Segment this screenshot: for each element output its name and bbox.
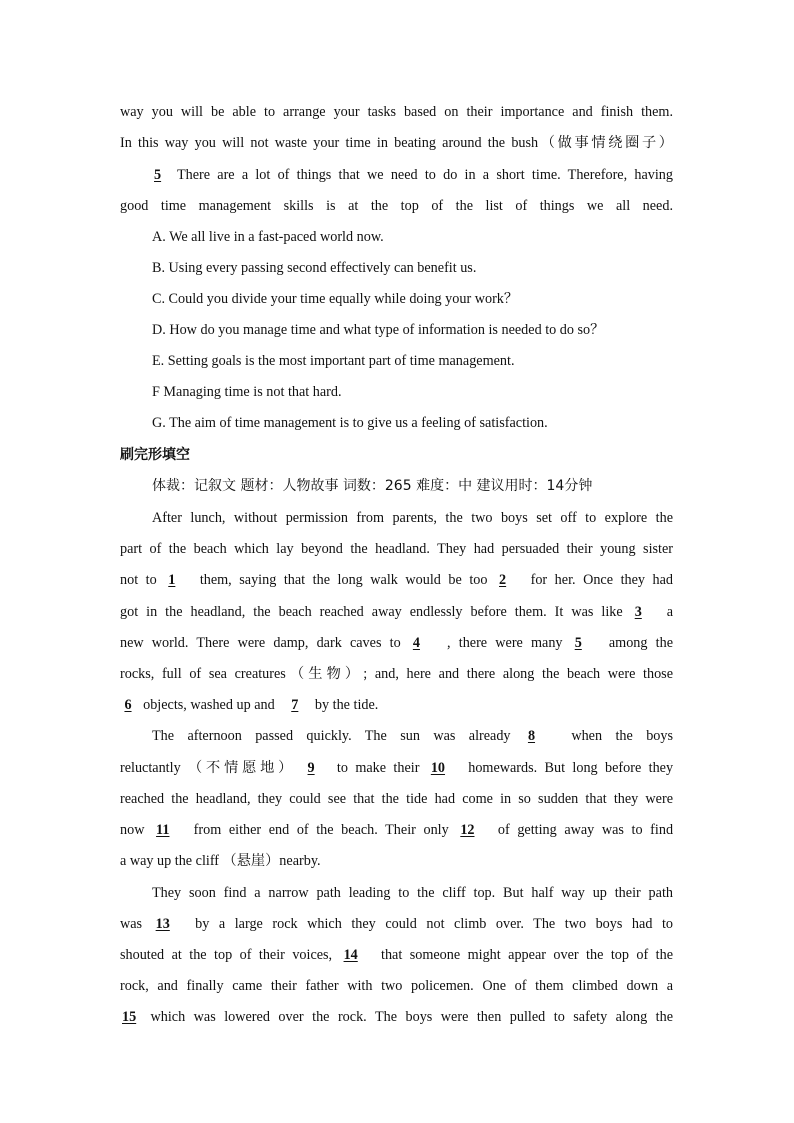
text-seg: The afternoon passed quickly. The sun was already xyxy=(152,728,511,744)
option-a: A. We all live in a fast-paced world now. xyxy=(152,229,384,245)
reading-line-3: good time management skills is at the top of the list of things we all need. xyxy=(120,198,673,214)
option-e: E. Setting goals is the most important part of time management. xyxy=(152,353,515,369)
section-meta: 体裁：记叙文 题材：人物故事 词数：265 难度：中 建议用时：14分钟 xyxy=(152,478,593,494)
blank-8[interactable]: 8 xyxy=(527,728,536,744)
text-seg: to make their xyxy=(336,760,420,776)
section-heading: 刷完形填空 xyxy=(120,447,190,463)
cloze-line-11 xyxy=(120,821,673,839)
blank-10[interactable]: 10 xyxy=(430,760,446,776)
option-c: C. Could you divide your time equally while doing your work？ xyxy=(152,291,519,307)
blank-2[interactable]: 2 xyxy=(499,572,507,588)
text-seg: which was lowered over the rock. The boys were then pulled to safety along the xyxy=(150,1009,674,1025)
text-seg: new world. There were damp, dark caves to xyxy=(120,635,401,651)
text-seg: not to xyxy=(120,572,157,588)
cloze-line-13: They soon find a narrow path leading to the cliff top. But half way up their path xyxy=(152,885,673,901)
cloze-line-6: rocks, full of sea creatures（生物）; and, here and there along the beach were those xyxy=(120,666,673,682)
text-seg: from either end of the beach. Their only xyxy=(193,822,449,838)
cloze-line-3 xyxy=(120,571,673,589)
blank-5-cloze[interactable]: 5 xyxy=(574,635,582,651)
blank-15[interactable]: 15 xyxy=(122,1009,137,1025)
cloze-line-1: After lunch, without permission from parents, the two boys set off to explore the xyxy=(152,510,673,526)
question-5-text: There are a lot of things that we need to do in a short time. Therefore, having xyxy=(170,167,673,183)
blank-12[interactable]: 12 xyxy=(460,822,475,838)
blank-7[interactable]: 7 xyxy=(291,697,299,713)
blank-14[interactable]: 14 xyxy=(343,947,358,963)
text-seg: homewards. But long before they xyxy=(468,760,674,776)
cloze-line-15 xyxy=(120,946,673,964)
blank-1[interactable]: 1 xyxy=(168,572,176,588)
text-seg: of getting away was to find xyxy=(497,822,674,838)
reading-line-1: way you will be able to arrange your tasks based on their importance and finish them. xyxy=(120,104,673,120)
text-seg: shouted at the top of their voices, xyxy=(120,947,333,963)
cloze-line-8 xyxy=(152,727,673,745)
blank-13[interactable]: 13 xyxy=(155,916,170,932)
cloze-line-5 xyxy=(120,634,673,652)
question-5 xyxy=(152,166,673,184)
blank-9[interactable]: 9 xyxy=(307,760,315,776)
blank-4[interactable]: 4 xyxy=(412,635,420,651)
blank-3[interactable]: 3 xyxy=(634,604,642,620)
text-seg: by a large rock which they could not climb over. The two boys had to xyxy=(195,916,673,932)
text-seg: by the tide. xyxy=(314,697,379,713)
cloze-line-7 xyxy=(120,696,673,714)
option-f: F Managing time is not that hard. xyxy=(152,384,342,400)
text-seg: was xyxy=(120,916,143,932)
text-seg: got in the headland, the beach reached away endlessly before them. It was like xyxy=(120,604,623,620)
text-seg: them, saying that the long walk would be too xyxy=(199,572,488,588)
cloze-line-16: rock, and finally came their father with two policemen. One of them climbed down a xyxy=(120,978,673,994)
option-d: D. How do you manage time and what type of information is needed to do so？ xyxy=(152,322,605,338)
cloze-line-14 xyxy=(120,915,673,933)
blank-6[interactable]: 6 xyxy=(124,697,132,713)
text-seg: when the boys xyxy=(571,728,674,744)
reading-line-2: In this way you will not waste your time in beating around the bush（做事情绕圈子） xyxy=(120,135,673,151)
cloze-line-17 xyxy=(120,1008,673,1026)
text-seg: objects, washed up and xyxy=(143,697,275,713)
text-seg: now xyxy=(120,822,145,838)
cloze-line-4 xyxy=(120,603,673,621)
blank-11[interactable]: 11 xyxy=(156,822,170,838)
text-seg: among the xyxy=(608,635,673,651)
option-b: B. Using every passing second effectively can benefit us. xyxy=(152,260,477,276)
cloze-line-2: part of the beach which lay beyond the headland. They had persuaded their young sister xyxy=(120,541,673,557)
cloze-line-9 xyxy=(120,759,673,777)
text-seg: reluctantly （不情愿地） xyxy=(120,760,297,776)
text-seg: , there were many xyxy=(447,635,563,651)
option-g: G. The aim of time management is to give us a feeling of satisfaction. xyxy=(152,415,548,431)
text-seg: that someone might appear over the top of the xyxy=(381,947,674,963)
cloze-line-10: reached the headland, they could see that the tide had come in so sudden that they were xyxy=(120,791,673,807)
text-seg: a xyxy=(666,604,674,620)
blank-5[interactable]: 5 xyxy=(154,167,162,183)
text-seg: for her. Once they had xyxy=(530,572,674,588)
cloze-line-12: a way up the cliff （悬崖）nearby. xyxy=(120,853,321,869)
